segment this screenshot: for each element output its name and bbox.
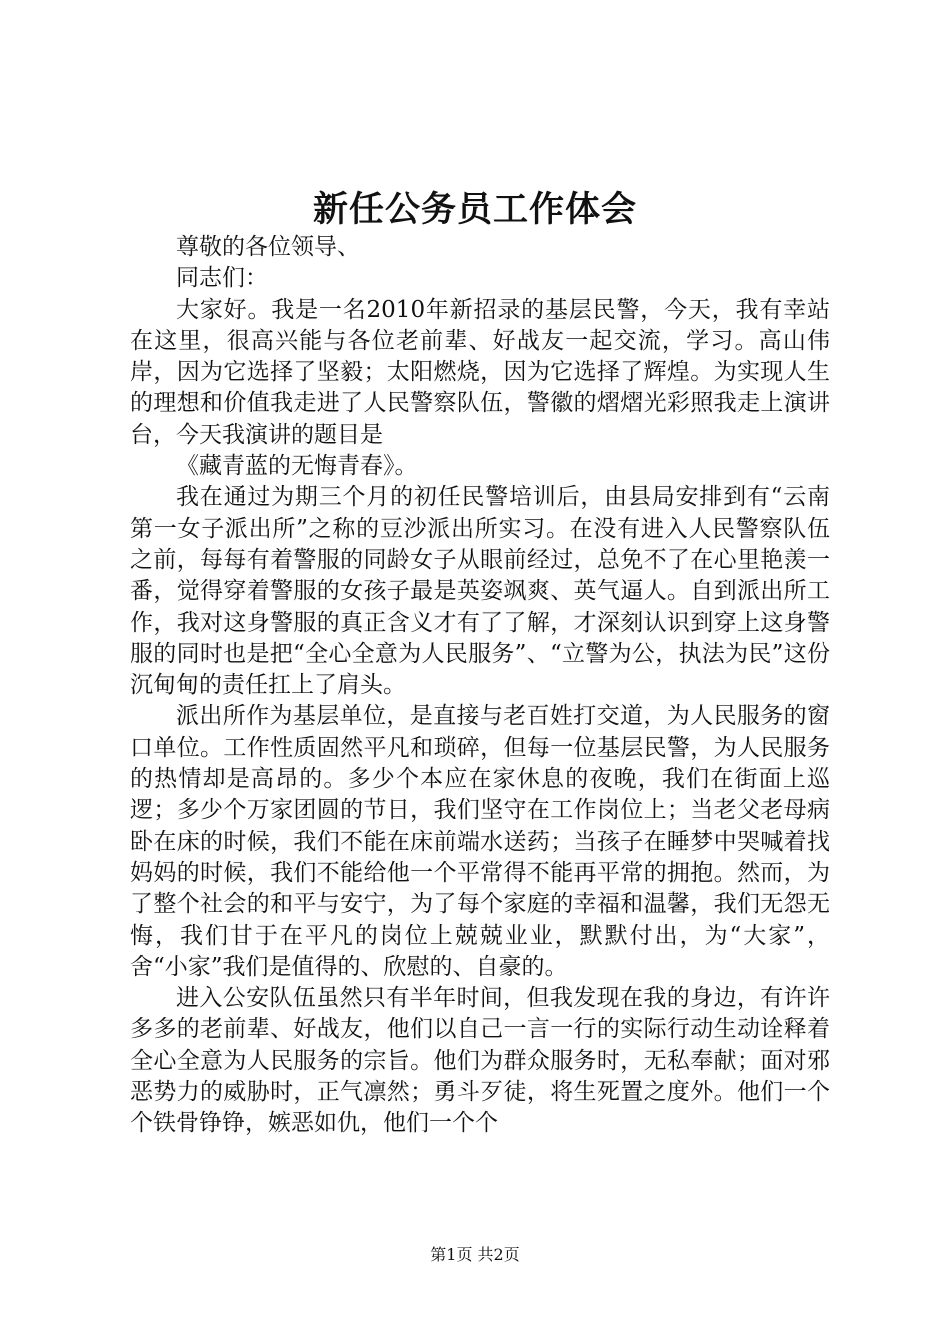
page-number-footer: 第1页 共2页 [430,1245,520,1264]
paragraph-police-station: 派出所作为基层单位，是直接与老百姓打交道，为人民服务的窗口单位。工作性质固然平凡和琐碎，但每一位基层民警，为人民服务的热情却是高昂的。多少个本应在家休息的夜晚，我们在街面上巡逻；多少个万家团圆的节日，我们坚守在工作岗位上；当老父老母病卧在床的时候，我们不能在床前端水送药；当孩子在睡梦中哭喊着找妈妈的时候，我们不能给他一个平常得不能再平常的拥抱。然而，为了整个社会的和平与安宁，为了每个家庭的幸福和温馨，我们无怨无悔，我们甘于在平凡的岗位上兢兢业业，默默付出，为“大家”，舍“小家”我们是值得的、欣慰的、自豪的。 [130,703,830,980]
paragraph-intro: 大家好。我是一名2010年新招录的基层民警，今天，我有幸站在这里，很高兴能与各位老前辈、好战友一起交流，学习。高山伟岸，因为它选择了坚毅；太阳燃烧，因为它选择了辉煌。为实现人生的理想和价值我走进了人民警察队伍，警徽的熠熠光彩照我走上演讲台，今天我演讲的题目是 [130,296,830,448]
salutation-line-1: 尊敬的各位领导、 [176,234,360,260]
paragraph-internship: 我在通过为期三个月的初任民警培训后，由县局安排到有“云南第一女子派出所”之称的豆沙派出所实习。在没有进入人民警察队伍之前，每每有着警服的同龄女子从眼前经过，总免不了在心里艳羡一番，觉得穿着警服的女孩子最是英姿飒爽、英气逼人。自到派出所工作，我对这身警服的真正含义才有了了解，才深刻认识到穿上这身警服的同时也是把“全心全意为人民服务”、“立警为公，执法为民”这份沉甸甸的责任扛上了肩头。 [130,484,830,699]
paragraph-colleagues: 进入公安队伍虽然只有半年时间，但我发现在我的身边，有许许多多的老前辈、好战友，他们以自己一言一行的实际行动生动诠释着全心全意为人民服务的宗旨。他们为群众服务时，无私奉献；面对邪恶势力的威胁时，正气凛然；勇斗歹徒，将生死置之度外。他们一个个铁骨铮铮，嫉恶如仇，他们一个个 [130,985,830,1137]
document-body [130,232,830,1140]
salutation-line-2: 同志们： [176,265,268,292]
document-title: 新任公务员工作体会 [312,189,637,230]
speech-topic: 《藏青蓝的无悔青春》。 [176,453,418,480]
